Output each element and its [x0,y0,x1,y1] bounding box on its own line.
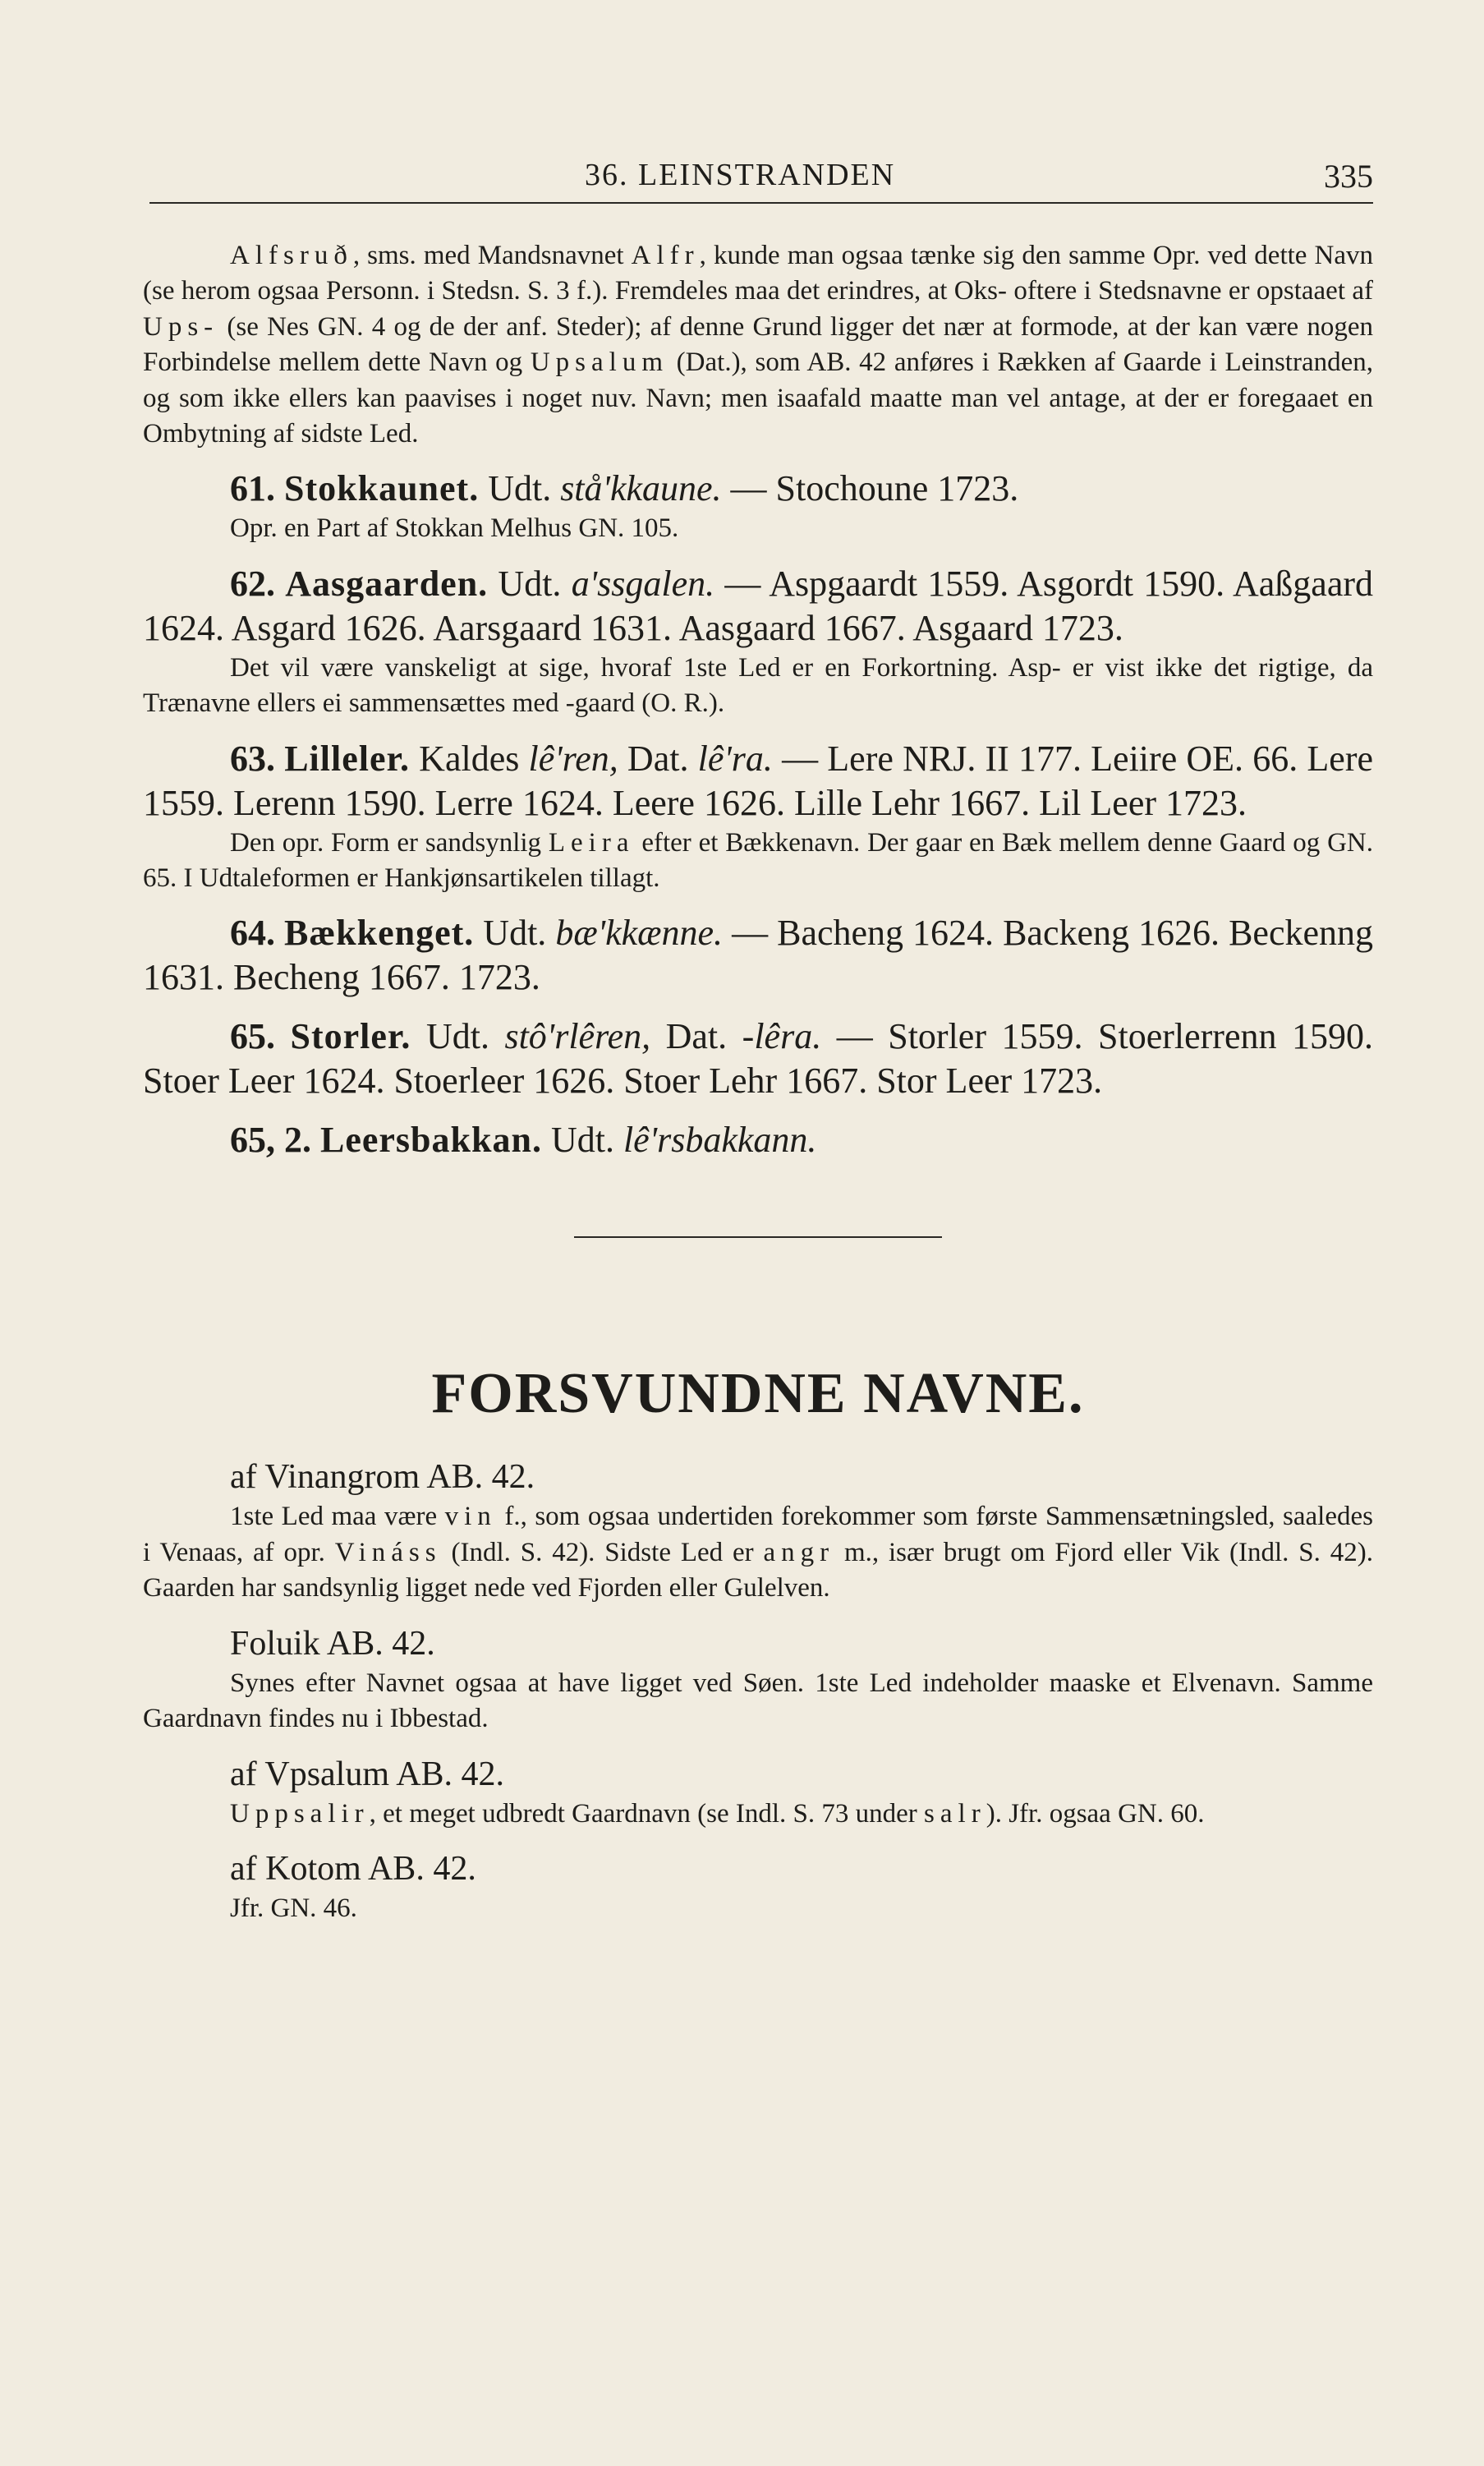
entry-61-note: Opr. en Part af Stokkan Melhus GN. 105. [230,513,679,544]
lost-name-heading: Foluik AB. 42. [230,1624,435,1663]
header-rule [149,202,1373,204]
entry-65: 65. Storler. Udt. stô'rlêren, Dat. -lêra. — Storler 1559. Stoerlerrenn 1590. Stoer Leer 1624. Stoerleer 1626. Stoer Lehr 1667. Stor Leer 1723. [143,1016,1373,1102]
lost-name-text: Uppsalir, et meget udbredt Gaardnavn (se Indl. S. 73 under salr). Jfr. ogsaa GN. 60. [230,1798,1205,1829]
page-number: 335 [1324,158,1373,195]
lost-name-heading: af Vpsalum AB. 42. [230,1755,505,1793]
lost-name-text: 1ste Led maa være vin f., som ogsaa undertiden forekommer som første Sammensætningsled, saaledes i Venaas, af opr. Vináss (Indl. S. 42). Sidste Led er angr m., især brugt om Fjord eller Vik (Indl. S. 42). Gaarden har sandsynlig ligget nede ved Fjorden eller Gulelven. [143,1502,1373,1603]
entry-63-note: Den opr. Form er sandsynlig Leira efter et Bækkenavn. Der gaar en Bæk mellem denne Gaard og GN. 65. I Udtaleformen er Hankjønsartikelen tillagt. [143,827,1373,894]
lost-name-text: Jfr. GN. 46. [230,1893,357,1923]
chapter-title: 36. LEINSTRANDEN [585,158,896,192]
section-title: FORSVUNDNE NAVNE. [431,1362,1085,1426]
entry-62: 62. Aasgaarden. Udt. a'ssgalen. — Aspgaardt 1559. Asgordt 1590. Aaßgaard 1624. Asgard 1626. Aarsgaard 1631. Aasgaard 1667. Asgaard 1723. [143,563,1374,648]
entry-61: 61. Stokkaunet. Udt. stå'kkaune. — Stochoune 1723. [230,468,1019,509]
entry-62-note: Det vil være vanskeligt at sige, hvoraf 1ste Led er en Forkortning. Asp- er vist ikke det rigtige, da Trænavne ellers ei sammensættes med -gaard (O. R.). [143,652,1373,719]
page-body [143,238,1373,1926]
entry-65-2: 65, 2. Leersbakkan. Udt. lê'rsbakkann. [230,1120,817,1161]
lost-name-heading: af Vinangrom AB. 42. [230,1458,535,1497]
entry-64: 64. Bækkenget. Udt. bæ'kkænne. — Bacheng 1624. Backeng 1626. Beckenng 1631. Becheng 1667. 1723. [143,913,1374,998]
running-header [149,150,1373,200]
intro-paragraph: Alfsruð, sms. med Mandsnavnet Alfr, kunde man ogsaa tænke sig den samme Opr. ved dette Navn (se herom ogsaa Personn. i Stedsn. S. 3 f.). Fremdeles maa det erindres, at Oks- oftere i Stedsnavne er opstaaet af Ups- (se Nes GN. 4 og de der anf. Steder); af denne Grund ligger det nær at formode, at der kan være nogen Forbindelse mellem dette Navn og Upsalum (Dat.), som AB. 42 anføres i Rækken af Gaarde i Leinstranden, og som ikke ellers kan paavises i noget nuv. Navn; men isaafald maatte man vel antage, at der er foregaaet en Ombytning af sidste Led. [143,241,1373,449]
entry-63: 63. Lilleler. Kaldes lê'ren, Dat. lê'ra. — Lere NRJ. II 177. Leiire OE. 66. Lere 1559. Lerenn 1590. Lerre 1624. Leere 1626. Lille Lehr 1667. Lil Leer 1723. [143,738,1374,823]
lost-name-text: Synes efter Navnet ogsaa at have ligget ved Søen. 1ste Led indeholder maaske et Elvenavn. Samme Gaardnavn findes nu i Ibbestad. [143,1668,1373,1734]
lost-name-heading: af Kotom AB. 42. [230,1849,476,1888]
